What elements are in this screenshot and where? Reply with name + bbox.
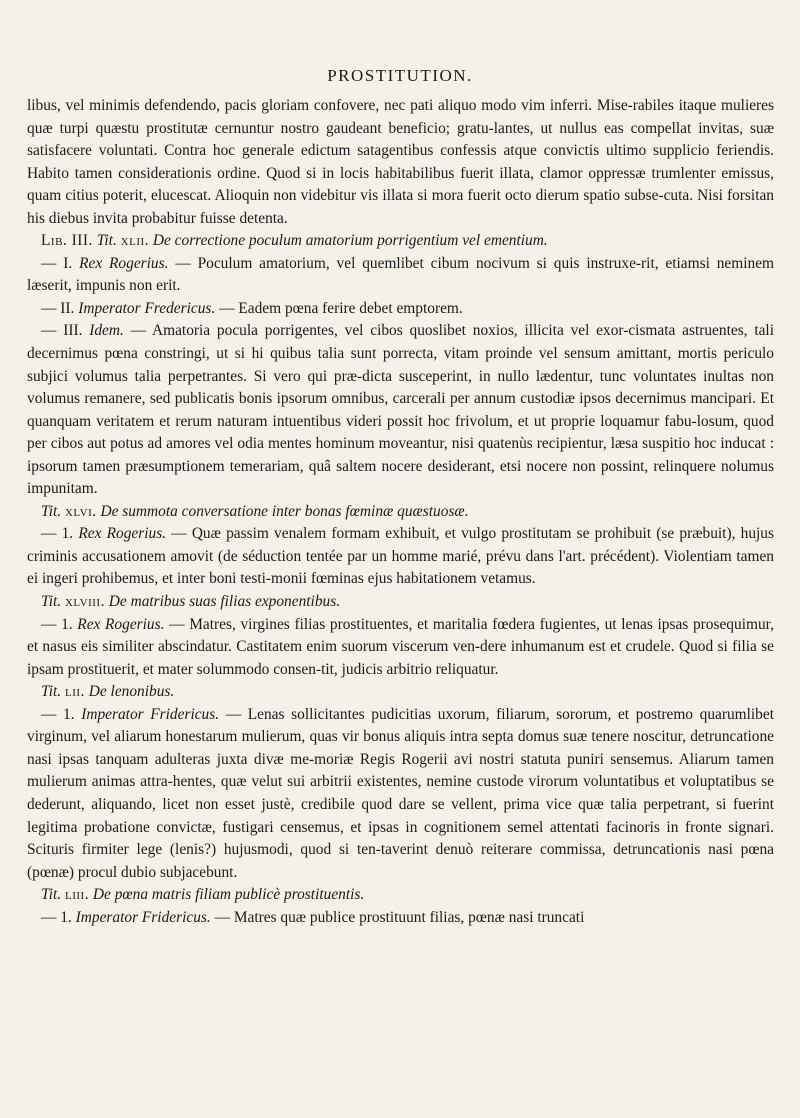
law-paragraph: — 1. Imperator Fridericus. — Matres quæ publice prostituunt filias, pœnæ nasi truncati	[41, 908, 585, 926]
law-paragraph: — I. Rex Rogerius. — Poculum amatorium, vel quemlibet cibum nocivum si quis instruxe-rit, etiamsi neminem læserit, impunis non erit.	[27, 254, 775, 295]
tit-title: De pœna matris filiam publicè prostituentis.	[92, 886, 365, 904]
law-author: Rex Rogerius.	[79, 254, 169, 272]
tit-number: lii.	[64, 683, 85, 701]
tit-title: De matribus suas filias exponentibus.	[108, 593, 341, 611]
page-body	[27, 95, 774, 929]
law-paragraph: — III. Idem. — Amatoria pocula porrigentes, vel cibos quoslibet noxios, illicita vel exor-cismata astruentes, tali decernimus pœna constringi, ut si hi quibus talia sunt porrecta, vitam proinde vel sensum amittant, mortis periculo subjici volumus talia perpetrantes. Si vero qui præ-dicta susceperint, in nullo lædentur, tunc voluntates inultas non volumus remanere, sed publicatis bonis ipsorum omnibus, carcerali per annum custodiæ ipsos decernimus mancipari. Et quanquam veritatem et rerum naturam intuentibus videri possit hoc frivolum, et ut proprie loquamur fabu-losum, quod per cibos aut potus ad amores vel odia mentes hominum moveantur, nisi quatenùs recipientur, læsa suspitio hoc inducat : ipsorum tamen præsumptionem temerariam, quâ saltem nocere desiderant, etsi nocere non possint, relinquere nolumus impunitam.	[27, 322, 774, 498]
tit-label: Tit.	[41, 886, 62, 904]
heading-tit-lii	[27, 681, 774, 704]
book-ref: Lib. III.	[41, 232, 93, 250]
law-paragraph: — II. Imperator Fredericus. — Eadem pœna ferire debet emptorem.	[41, 299, 463, 317]
law-paragraph: — 1. Rex Rogerius. — Quæ passim venalem formam exhibuit, et vulgo prostitutam se prohibuit (se præbuit), hujus criminis accusationem amovit (de séduction tentée par un homme marié, prévu dans l'art. précédent). Violentiam tamen ei ingeri prohibemus, et inter boni testi-monii fœminas ejus habitationem vetamus.	[27, 525, 774, 588]
tit-number: xlviii.	[64, 593, 105, 611]
law-paragraph: — 1. Imperator Fridericus. — Lenas sollicitantes pudicitias uxorum, filiarum, sororum, et postremo quarumlibet virginum, vel aliarum honestarum mulierum, quas vir bonus aliquis intra septa domus suæ tenere noscitur, detruncatione nasi ipsas tanquam adulteras juxta divæ me-moriæ Regis Rogerii avi nostri statuta puniri sensemus. Aliarum tamen mulierum animas attra-hentes, quæ velut sui arbitrii existentes, nemine custode virorum voluntatibus et voluptatibus se dederunt, aliquando, licet non esset justè, credibile quod dare se vellent, prima vice quæ talia perpetrant, si fuerint legitima probatione convictæ, fustigari censemus, et ipsas in cognitionem semel attentati facinoris in fronte signari. Scituris firmiter lege (lenis?) hujusmodi, quod si ten-taverint denuò reiterare commissa, detruncationis nasi pœna (pœnæ) procul dubio subjacebunt.	[27, 705, 774, 881]
tit-label: Tit.	[41, 502, 62, 520]
tit-label: Tit.	[41, 683, 62, 701]
heading-tit-xlvi	[27, 501, 774, 524]
tit-title: De correctione poculum amatorium porrigentium vel ementium.	[152, 232, 548, 250]
law-author: Imperator Fridericus.	[75, 908, 211, 926]
law-author: Idem.	[89, 322, 124, 340]
law-author: Rex Rogerius.	[77, 615, 165, 633]
law-author: Rex Rogerius.	[78, 525, 167, 543]
tit-title: De summota conversatione inter bonas fœminæ quæstuosæ.	[100, 502, 469, 520]
law-paragraph: — 1. Rex Rogerius. — Matres, virgines filias prostituentes, et maritalia fœdera fugientes, ut lenas ipsas prosequimur, et nasus eis similiter abscindatur. Castitatem enim suorum viscerum ven-dere inhumanum est et crudele. Quod si filia se ipsam prostituerit, et mater solummodo consen-tit, judicis arbitrio reliquatur.	[27, 615, 774, 678]
heading-tit-xlviii	[27, 591, 774, 614]
tit-number: liii.	[64, 886, 90, 904]
tit-title: De lenonibus.	[88, 683, 175, 701]
tit-number: xlvi.	[64, 502, 97, 520]
paragraph-continuation: libus, vel minimis defendendo, pacis gloriam confovere, nec pati aliquo modo vim inferri. Mise-rabiles itaque mulieres quæ turpi quæstu prostitutæ cernuntur nostro gaudeant beneficio; gratu-lantes, ut nullus eas compellat invitas, suæ satisfacere voluntati. Contra hoc generale edictum satagentibus confessis atque convictis ultimo supplicio feriendis. Habito tamen considerationis ordine. Quod si in locis habitabilibus fuerit illata, clamor oppressæ trumlenter emissus, quam citius poterit, elucescat. Alioquin non videbitur vis illata si mora fuerit octo dierum spatio subse-cuta. Nisi forsitan his diebus invita probabitur fuisse detenta.	[27, 97, 774, 227]
tit-label: Tit.	[96, 232, 117, 250]
heading-tit-liii	[27, 884, 774, 907]
law-author: Imperator Fridericus.	[81, 705, 220, 723]
running-title: PROSTITUTION.	[327, 66, 473, 85]
tit-number: xlii.	[120, 232, 150, 250]
tit-label: Tit.	[41, 593, 62, 611]
heading-tit-xlii	[27, 230, 774, 253]
law-author: Imperator Fredericus.	[78, 299, 216, 317]
